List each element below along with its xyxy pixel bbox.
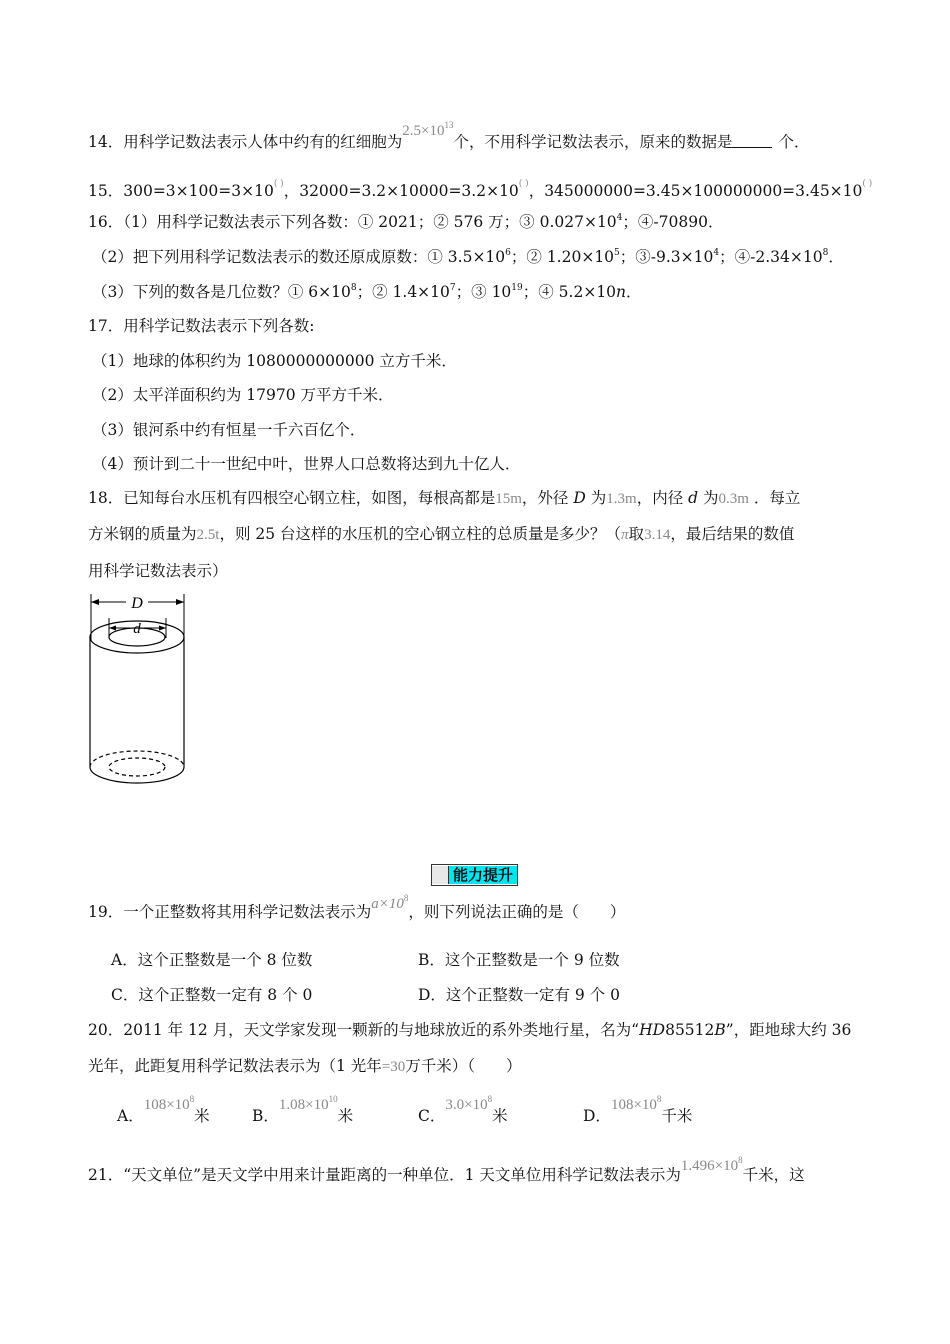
answer-blank[interactable] <box>732 134 772 148</box>
question-17-title: 17．用科学记数法表示下列各数: <box>88 317 315 335</box>
question-18-line-2: 方米钢的质量为2.5t，则 25 台这样的水压机的空心钢立柱的总质量是多少？（π取3.14，最后结果的数值 <box>88 525 795 543</box>
section-title: 能力提升 <box>449 866 517 884</box>
question-15: 15．300=3×100=3×10( )，32000=3.2×10000=3.2×10( )，345000000=3.45×100000000=3.45×10( ) <box>88 179 873 200</box>
outer-diameter-label: D <box>131 595 143 612</box>
q19-option-b[interactable]: B．这个正整数是一个 9 位数 <box>418 951 620 969</box>
q19-option-a[interactable]: A．这个正整数是一个 8 位数 <box>111 951 313 969</box>
inner-diameter-label: d <box>133 621 141 637</box>
question-18-line-3: 用科学记数法表示） <box>88 562 228 580</box>
q20-option-a[interactable]: A．$108\times 10^8$米 <box>117 1094 210 1125</box>
q14-expression: $2.5\times 10^{13}$ <box>402 120 454 139</box>
question-20-line-2: 光年，此距复用科学记数法表示为（1 光年=30万千米）（ ） <box>88 1057 522 1075</box>
q19-expression: $a\times 10^8$ <box>371 893 409 912</box>
question-17-item: （2）太平洋面积约为 17970 万平方千米． <box>92 386 394 404</box>
banner-box <box>432 866 449 884</box>
question-17-item: （4）预计到二十一世纪中叶，世界人口总数将达到九十亿人． <box>92 455 521 473</box>
question-19-stem: 19．一个正整数将其用科学记数法表示为$a\times 10^8$，则下列说法正确的是（ ） <box>88 893 626 921</box>
question-17-item: （1）地球的体积约为 1080000000000 立方千米． <box>92 352 457 370</box>
question-18-line-1: 18．已知每台水压机有四根空心钢立柱，如图，每根高都是15m，外径 D 为1.3m，内径 d 为0.3m ．每立 <box>88 489 801 507</box>
q19-option-d[interactable]: D．这个正整数一定有 9 个 0 <box>418 986 620 1004</box>
section-banner <box>431 864 518 886</box>
question-17-item: （3）银河系中约有恒星一千六百亿个． <box>92 421 366 439</box>
question-21: 21．“天文单位”是天文学中用来计量距离的一种单位．1 天文单位用科学记数法表示为$1.496\times 10^8$千米，这 <box>88 1155 805 1184</box>
hollow-cylinder-figure <box>82 590 194 795</box>
question-16-line-1: 16．（1）用科学记数法表示下列各数：① 2021；② 576 万；③ $0.027\times 10^4$；④-70890． <box>88 213 724 231</box>
question-16-line-2: （2）把下列用科学记数法表示的数还原成原数：① $3.5\times 10^6$；② $1.20\times 10^5$；$③-9.3\times 10^4$；$④-2.34\times 10^8$． <box>92 248 844 266</box>
question-16-line-3: （3）下列的数各是几位数？① $6\times 10^8$；② $1.4\times 10^7$；③ $10^{19}$；④ 5.2×10n． <box>92 283 642 301</box>
q20-option-d[interactable]: D．$108\times 10^8$千米 <box>583 1094 693 1125</box>
q20-option-c[interactable]: C．$3.0\times 10^8$米 <box>418 1094 508 1125</box>
q20-option-b[interactable]: B．$1.08\times 10^{10}$米 <box>252 1094 354 1125</box>
question-20-line-1: 20．2011 年 12 月，天文学家发现一颗新的与地球放近的系外类地行星，名为“HD85512B”，距地球大约 36 <box>88 1021 852 1039</box>
q21-expression: $1.496\times 10^8$ <box>680 1155 743 1174</box>
question-14: 14．用科学记数法表示人体中约有的红细胞为$2.5\times 10^{13}$个，不用科学记数法表示，原来的数据是 个． <box>88 120 810 151</box>
q19-option-c[interactable]: C．这个正整数一定有 8 个 0 <box>111 986 313 1004</box>
